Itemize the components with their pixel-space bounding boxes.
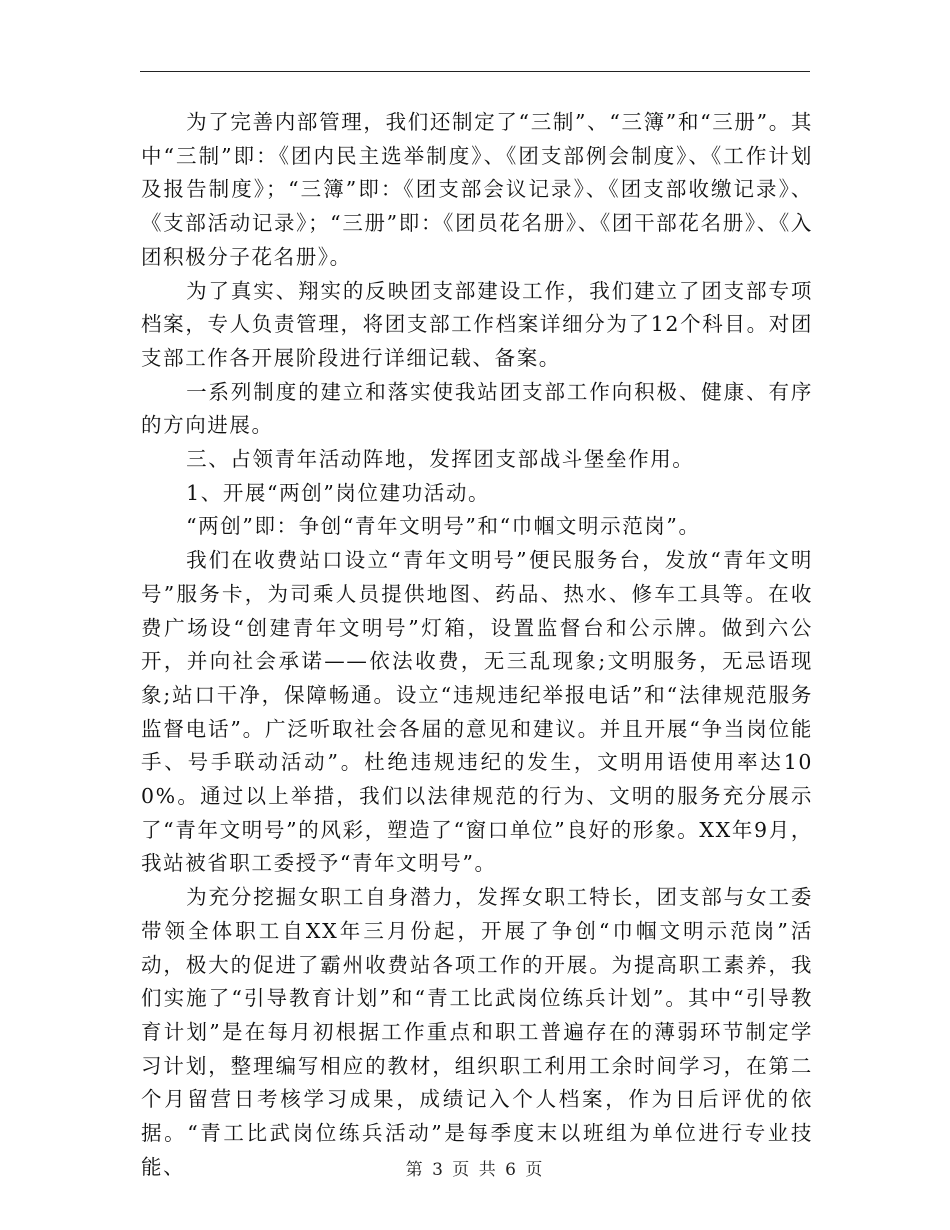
paragraph-women-workers: 为充分挖掘女职工自身潜力，发挥女职工特长，团支部与女工委带领全体职工自XX年三月份起，开展了争创“巾帼文明示范岗”活动，极大的促进了霸州收费站各项工作的开展。为提高职工素养，我们实施了“引导教育计划”和“青工比武岗位练兵计划”。其中“引导教育计划”是在每月初根据工作重点和职工普遍存在的薄弱环节制定学习计划，整理编写相应的教材，组织职工利用工余时间学习，在第二个月留营日考核学习成果，成绩记入个人档案，作为日后评优的依据。“青工比武岗位练兵活动”是每季度末以班组为单位进行专业技能、: [141, 885, 813, 1179]
page-number-footer: 第 3 页 共 6 页: [405, 1160, 545, 1180]
paragraph-two-creations: “两创”即：争创“青年文明号”和“巾帼文明示范岗”。: [186, 514, 701, 539]
paragraph-youth-civilization: 我们在收费站口设立“青年文明号”便民服务台，发放“青年文明号”服务卡，为司乘人员提供地图、药品、热水、修车工具等。在收费广场设“创建青年文明号”灯箱，设置监督台和公示牌。做到六公开，并向社会承诺——依法收费，无三乱现象;文明服务，无忌语现象;站口干净，保障畅通。设立“违规违纪举报电话”和“法律规范服务监督电话”。广泛听取社会各届的意见和建议。并且开展“争当岗位能手、号手联动活动”。杜绝违规违纪的发生，文明用语使用率达100%。通过以上举措，我们以法律规范的行为、文明的服务充分展示了“青年文明号”的风彩，塑造了“窗口单位”良好的形象。XX年9月，我站被省职工委授予“青年文明号”。: [141, 548, 813, 876]
paragraph-archive: 为了真实、翔实的反映团支部建设工作，我们建立了团支部专项档案，专人负责管理，将团支部工作档案详细分为了12个科目。对团支部工作各开展阶段进行详细记载、备案。: [141, 278, 813, 370]
section-heading-three: 三、占领青年活动阵地，发挥团支部战斗堡垒作用。: [186, 447, 695, 472]
body-text: [141, 106, 813, 1185]
subsection-heading-one: 1、开展“两创”岗位建功活动。: [186, 480, 491, 505]
paragraph-progress: 一系列制度的建立和落实使我站团支部工作向积极、健康、有序的方向进展。: [141, 379, 813, 438]
paragraph-management-system: 为了完善内部管理，我们还制定了“三制”、“三簿”和“三册”。其中“三制”即：《团内民主选举制度》、《团支部例会制度》、《工作计划及报告制度》；“三簿”即：《团支部会议记录》、《团支部收缴记录》、《支部活动记录》；“三册”即：《团员花名册》、《团干部花名册》、《入团积极分子花名册》。: [141, 110, 813, 269]
header-rule: [140, 71, 810, 72]
